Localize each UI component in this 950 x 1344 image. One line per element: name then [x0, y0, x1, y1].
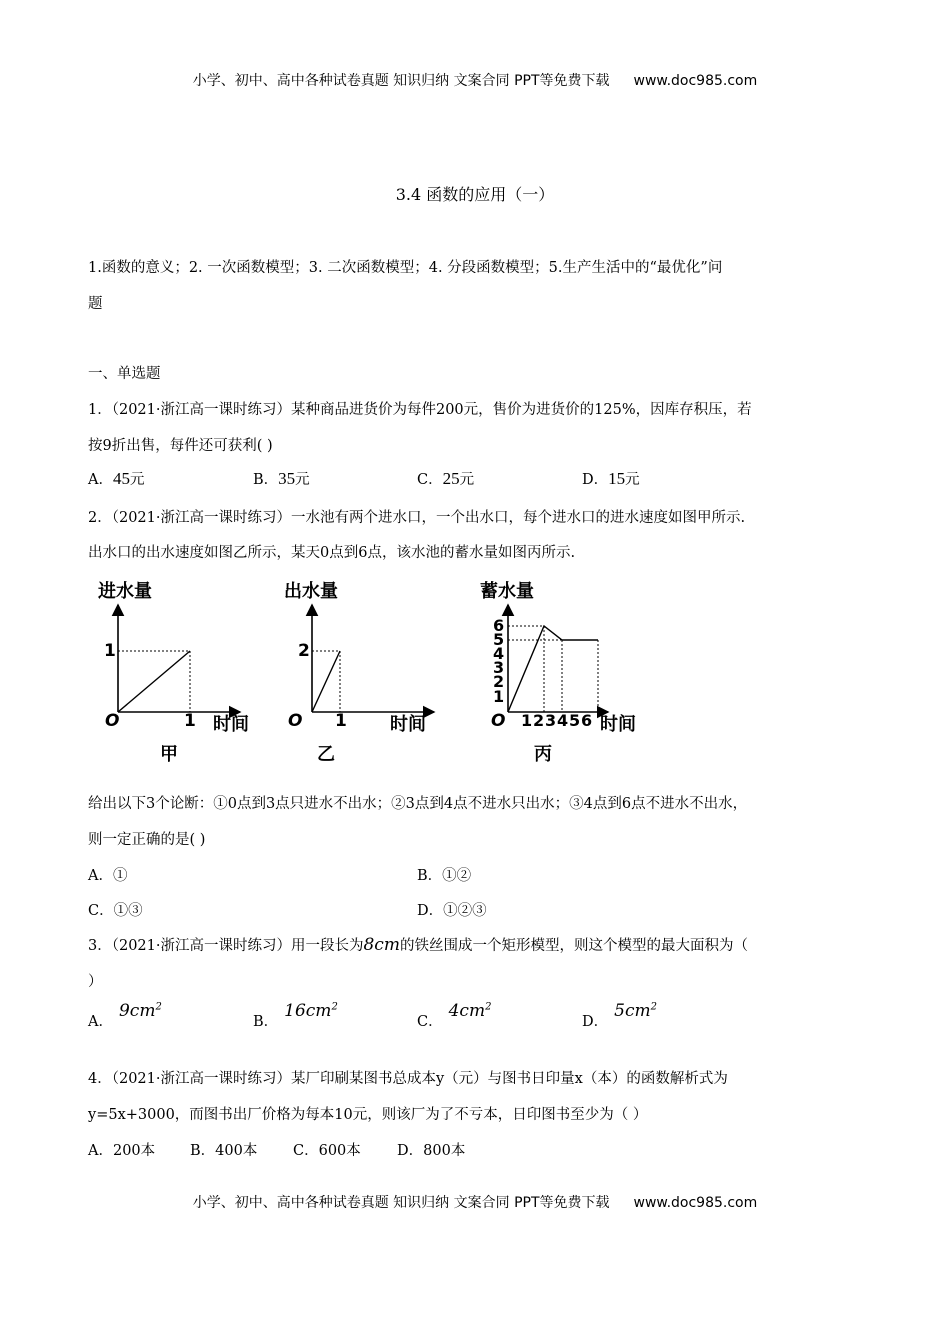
- graph-yi-xtick: 1: [335, 711, 347, 731]
- option-label: C．: [88, 903, 114, 919]
- option-label: B．: [417, 868, 443, 884]
- graph-jia-ytick: 1: [104, 641, 116, 661]
- q4-option-b: [190, 1139, 257, 1160]
- graph-bing-xtick-5: 5: [569, 711, 581, 730]
- option-label: B．: [253, 472, 279, 488]
- graph-bing-xtick-6: 6: [581, 711, 593, 730]
- option-value: 35: [278, 469, 296, 488]
- option-value: $4cm^2$: [448, 1001, 492, 1021]
- q2-figure: [88, 575, 658, 770]
- graph-yi-origin: O: [288, 711, 303, 731]
- q2-stem-line-2: 出水口的出水速度如图乙所示，某天0点到6点，该水池的蓄水量如图丙所示.: [88, 545, 576, 561]
- option-value: 600本: [318, 1143, 361, 1159]
- graph-bing: [480, 580, 636, 765]
- q1-option-b: [253, 468, 310, 489]
- q3-stem-math: 8cm: [363, 935, 400, 955]
- q2-option-b: [417, 864, 471, 885]
- graph-yi-xlabel: 时间: [390, 714, 426, 735]
- header-text: 小学、初中、高中各种试卷真题 知识归纳 文案合同 PPT等免费下载: [192, 73, 610, 89]
- q2-option-a: [88, 864, 127, 885]
- q1-option-c: [417, 468, 474, 489]
- page-footer: [0, 1192, 950, 1212]
- option-unit: 元: [625, 472, 640, 488]
- footer-text: 小学、初中、高中各种试卷真题 知识归纳 文案合同 PPT等免费下载: [192, 1195, 610, 1211]
- option-value: 800本: [423, 1143, 466, 1159]
- option-value: 400本: [215, 1143, 258, 1159]
- topics-line-1: 1.函数的意义；2. 一次函数模型；3. 二次函数模型；4. 分段函数模型；5.生产生活中的“最优化”问: [88, 260, 723, 276]
- q4-stem-line-1: 4．（2021·浙江高一课时练习）某厂印刷某图书总成本y（元）与图书日印量x（本）的函数解析式为: [88, 1071, 728, 1087]
- option-value: ①②: [442, 868, 472, 884]
- q2-stem-line-3: 给出以下3个论断：①0点到3点只进水不出水；②3点到4点不进水只出水；③4点到6点不进水不出水，: [88, 796, 748, 812]
- option-label: D．: [582, 1014, 609, 1030]
- option-label: B．: [253, 1014, 279, 1030]
- graph-bing-origin: O: [491, 711, 506, 731]
- q4-stem-line-2: y=5x+3000，而图书出厂价格为每本10元，则该厂为了不亏本，日印图书至少为（ ）: [88, 1107, 648, 1123]
- q3-option-d: [582, 1001, 657, 1031]
- graph-jia-xtick: 1: [184, 711, 196, 731]
- q2-stem-line-1: 2．（2021·浙江高一课时练习）一水池有两个进水口，一个出水口，每个进水口的进水速度如图甲所示.: [88, 510, 746, 526]
- graph-jia-ylabel: 进水量: [98, 581, 152, 602]
- option-label: A．: [88, 1014, 113, 1030]
- option-label: C．: [293, 1143, 319, 1159]
- option-unit: 元: [459, 472, 475, 488]
- graph-jia-caption: 甲: [160, 744, 178, 765]
- graph-jia-line: [118, 651, 190, 712]
- option-value: ①②③: [443, 903, 487, 919]
- option-value: ①: [112, 868, 128, 884]
- graph-jia-xlabel: 时间: [213, 714, 249, 735]
- graph-bing-ytick-2: 2: [493, 672, 505, 691]
- footer-site: www.doc985.com: [633, 1195, 758, 1211]
- section-heading: 一、单选题: [88, 366, 161, 382]
- q1-option-a: [88, 468, 144, 489]
- q3-option-a: [88, 1001, 162, 1031]
- graph-bing-curve: [508, 626, 598, 712]
- q1-stem-line-1: 1．（2021·浙江高一课时练习）某种商品进货价为每件200元，售价为进货价的125%，因库存积压，若: [88, 402, 752, 418]
- option-label: D．: [582, 472, 609, 488]
- page-title: 3.4 函数的应用（一）: [395, 185, 555, 204]
- q4-option-c: [293, 1139, 361, 1160]
- graph-jia: [98, 580, 249, 765]
- q4-option-d: [397, 1139, 465, 1160]
- option-label: B．: [190, 1143, 216, 1159]
- graph-yi-ytick: 2: [298, 641, 310, 661]
- q3-stem-line-2: ）: [88, 974, 103, 990]
- option-value: ①③: [113, 903, 143, 919]
- graph-bing-ytick-1: 1: [493, 687, 505, 706]
- graph-bing-xtick-3: 3: [545, 711, 557, 730]
- q3-option-c: [417, 1001, 492, 1031]
- graph-yi-line: [312, 651, 340, 712]
- graph-yi: [284, 580, 434, 765]
- option-label: A．: [88, 472, 113, 488]
- option-label: A．: [88, 1143, 113, 1159]
- q1-option-d: [582, 468, 640, 489]
- option-label: D．: [417, 903, 444, 919]
- graph-jia-origin: O: [105, 711, 120, 731]
- graph-bing-ylabel: 蓄水量: [480, 581, 534, 602]
- option-value: 15: [608, 469, 626, 488]
- graph-bing-xtick-2: 2: [533, 711, 545, 730]
- option-unit: 元: [295, 472, 310, 488]
- option-unit: 元: [129, 472, 145, 488]
- q3-option-b: [253, 1001, 338, 1031]
- graph-bing-ytick-4: 4: [493, 644, 505, 663]
- graph-yi-ylabel: 出水量: [284, 581, 338, 602]
- option-value: $16cm^2$: [284, 1001, 338, 1021]
- option-label: D．: [397, 1143, 424, 1159]
- option-value: $9cm^2$: [118, 1001, 162, 1021]
- q3-stem-line-1: [88, 934, 748, 955]
- q4-option-a: [88, 1139, 155, 1160]
- graph-yi-caption: 乙: [317, 744, 335, 765]
- graph-bing-ytick-5: 5: [493, 630, 505, 649]
- graph-bing-xtick-4: 4: [557, 711, 569, 730]
- q2-option-d: [417, 899, 487, 920]
- q3-stem-text-a: 3．（2021·浙江高一课时练习）用一段长为: [88, 938, 364, 954]
- option-value: $5cm^2$: [614, 1001, 657, 1021]
- graph-bing-ytick-3: 3: [493, 658, 505, 677]
- header-site: www.doc985.com: [633, 73, 758, 89]
- q2-option-c: [88, 899, 143, 920]
- q3-stem-text-b: 的铁丝围成一个矩形模型，则这个模型的最大面积为（: [399, 938, 748, 954]
- option-label: C．: [417, 472, 443, 488]
- q2-stem-line-4: 则一定正确的是( ): [88, 832, 206, 848]
- graph-bing-xtick-1: 1: [521, 711, 533, 730]
- option-label: C．: [417, 1014, 443, 1030]
- graph-bing-xlabel: 时间: [600, 714, 636, 735]
- graph-bing-ytick-6: 6: [493, 616, 505, 635]
- option-value: 200本: [112, 1143, 156, 1159]
- option-value: 45: [112, 469, 130, 488]
- q1-stem-line-2: 按9折出售，每件还可获利( ): [88, 438, 273, 454]
- page-header: [0, 70, 950, 90]
- option-value: 25: [442, 469, 460, 488]
- topics-line-2: 题: [88, 296, 103, 312]
- option-label: A．: [88, 868, 113, 884]
- graph-bing-caption: 丙: [534, 744, 552, 765]
